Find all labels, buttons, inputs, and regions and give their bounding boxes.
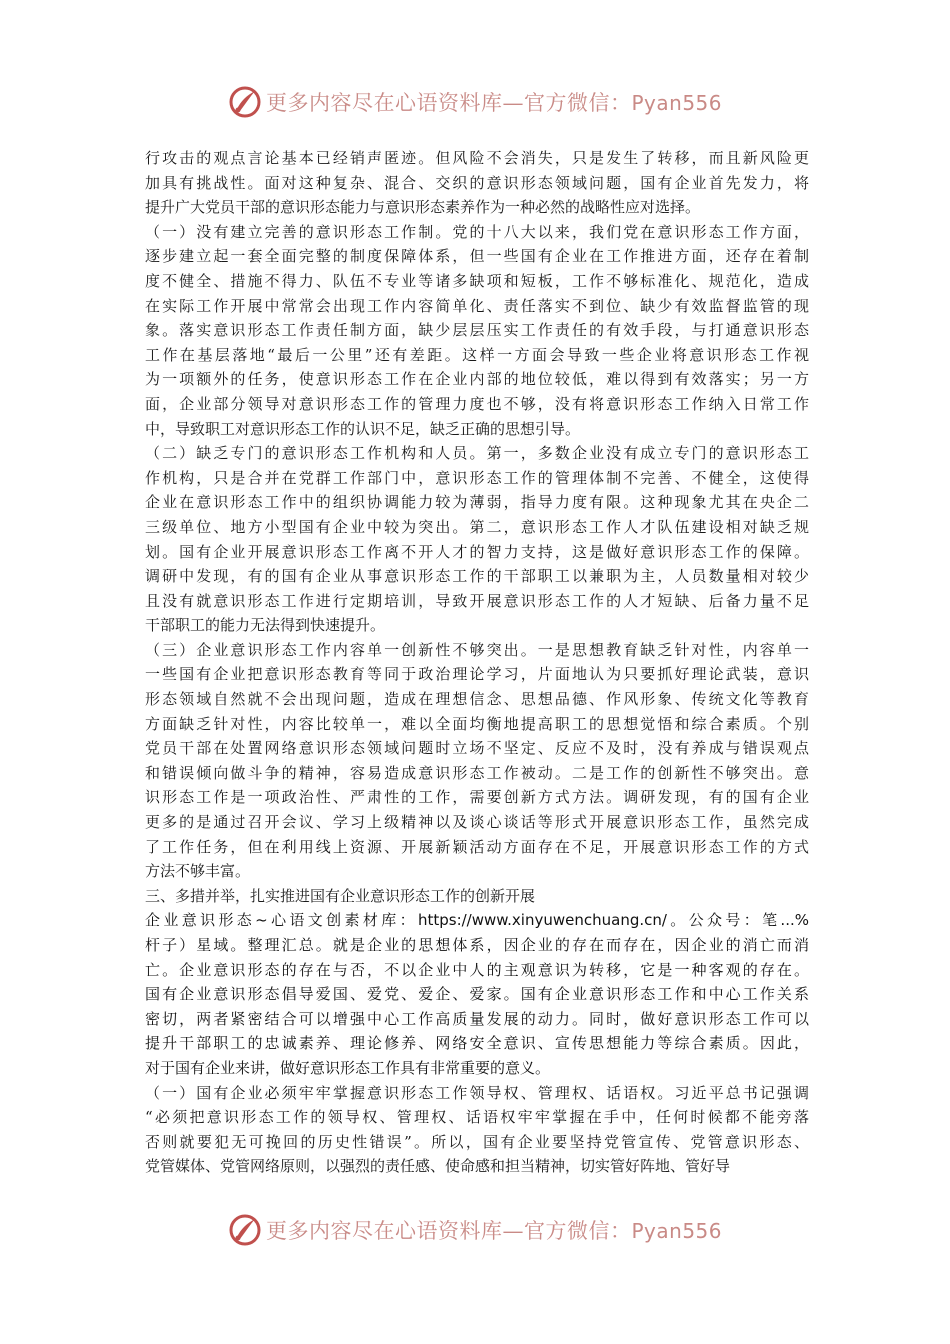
text-line: 行攻击的观点言论基本已经销声匿迹。但风险不会消失，只是发生了转移，而且新风险更 <box>145 149 809 167</box>
text-line: 否则就要犯无可挽回的历史性错误”。所以，国有企业要坚持党管宣传、党管意识形态、 <box>145 1132 809 1151</box>
text-line: 三、多措并举，扎实推进国有企业意识形态工作的创新开展 <box>145 886 536 905</box>
text-line: 一些国有企业把意识形态教育等同于政治理论学习，片面地认为只要抓好理论武装，意识 <box>145 665 809 684</box>
text-line: 作机构，只是合并在党群工作部门中，意识形态工作的管理体制不完善、不健全，这使得 <box>145 468 809 487</box>
banner-text <box>266 87 722 117</box>
text-line: 和错误倾向做斗争的精神，容易造成意识形态工作被动。二是工作的创新性不够突出。意 <box>145 763 809 782</box>
banner-text <box>266 1215 722 1245</box>
text-line: 企业意识形态~心语文创素材库：https://www.xinyuwenchuang.cn/。公众号：笔...% <box>145 911 809 930</box>
text-line: 为一项额外的任务，使意识形态工作在企业内部的地位较低，难以得到有效落实；另一方 <box>145 370 809 389</box>
paragraph <box>145 441 809 638</box>
text-line: 杆子）星域。整理汇总。就是企业的思想体系，因企业的存在而存在，因企业的消亡而消 <box>145 936 809 954</box>
banner-text-cn: 更多内容尽在心语资料库—官方微信： <box>265 1219 632 1243</box>
text-line: （一）国有企业必须牢牢掌握意识形态工作领导权、管理权、话语权。习近平总书记强调 <box>145 1083 809 1102</box>
paragraph <box>145 1081 809 1179</box>
text-line: 逐步建立起一套全面完整的制度保障体系，但一些国有企业在工作推进方面，还存在着制 <box>145 247 809 266</box>
footer-watermark-banner <box>0 1208 950 1252</box>
text-line: 划。国有企业开展意识形态工作离不开人才的智力支持，这是做好意识形态工作的保障。 <box>145 542 809 561</box>
banner-wechat-id: Pyan556 <box>631 91 722 115</box>
text-line: 在实际工作开展中常常会出现工作内容简单化、责任落实不到位、缺少有效监督监管的现 <box>145 296 809 315</box>
text-line: 提升干部职工的忠诚素养、理论修养、网络安全意识、宣传思想能力等综合素质。因此， <box>145 1034 809 1053</box>
banner-text-cn: 更多内容尽在心语资料库—官方微信： <box>265 91 632 115</box>
text-line: 提升广大党员干部的意识形态能力与意识形态素养作为一种必然的战略性应对选择。 <box>145 198 701 217</box>
text-line: （一）没有建立完善的意识形态工作制。党的十八大以来，我们党在意识形态工作方面， <box>145 222 809 241</box>
text-line: 三级单位、地方小型国有企业中较为突出。第二，意识形态工作人才队伍建设相对缺乏规 <box>145 517 809 536</box>
banner-wechat-id: Pyan556 <box>631 1219 722 1243</box>
text-line: 象。落实意识形态工作责任制方面，缺少层层压实工作责任的有效手段，与打通意识形态 <box>145 321 809 340</box>
text-line: 中，导致职工对意识形态工作的认识不足，缺乏正确的思想引导。 <box>145 419 581 438</box>
header-watermark-banner <box>0 80 950 124</box>
text-line: 对于国有企业来讲，做好意识形态工作具有非常重要的意义。 <box>145 1058 551 1077</box>
text-line: 工作在基层落地“最后一公里”还有差距。这样一方面会导致一些企业将意识形态工作视 <box>145 345 809 364</box>
text-line: 调研中发现，有的国有企业从事意识形态工作的干部职工以兼职为主，人员数量相对较少 <box>145 567 809 586</box>
paragraph <box>145 146 809 220</box>
paragraph <box>145 884 809 909</box>
text-line: （三）企业意识形态工作内容单一创新性不够突出。一是思想教育缺乏针对性，内容单一 <box>145 640 809 659</box>
text-line: 加具有挑战性。面对这种复杂、混合、交织的意识形态领域问题，国有企业首先发力，将 <box>145 173 809 192</box>
text-line: 亡。企业意识形态的存在与否，不以企业中人的主观意识为转移，它是一种客观的存在。 <box>145 960 809 979</box>
text-line: 国有企业意识形态倡导爱国、爱党、爱企、爱家。国有企业意识形态工作和中心工作关系 <box>145 985 809 1004</box>
text-line: 党管媒体、党管网络原则，以强烈的责任感、使命感和担当精神，切实管好阵地、管好导 <box>145 1157 731 1176</box>
text-line: 党员干部在处置网络意识形态领域问题时立场不坚定、反应不及时，没有养成与错误观点 <box>145 739 809 758</box>
text-line: 识形态工作是一项政治性、严肃性的工作，需要创新方式方法。调研发现，有的国有企业 <box>145 788 809 807</box>
brush-logo-icon <box>228 1213 262 1247</box>
text-line: 方法不够丰富。 <box>145 862 251 881</box>
text-line: 且没有就意识形态工作进行定期培训，导致开展意识形态工作的人才短缺、后备力量不足 <box>145 591 809 610</box>
text-line: 了工作任务，但在利用线上资源、开展新颖活动方面存在不足，开展意识形态工作的方式 <box>145 837 809 856</box>
text-line: “必须把意识形态工作的领导权、管理权、话语权牢牢掌握在手中，任何时候都不能旁落 <box>145 1108 809 1127</box>
text-line: 形态领域自然就不会出现问题，造成在理想信念、思想品德、作风形象、传统文化等教育 <box>145 690 809 709</box>
text-line: 密切，两者紧密结合可以增强中心工作高质量发展的动力。同时，做好意识形态工作可以 <box>145 1009 809 1028</box>
text-line: 面，企业部分领导对意识形态工作的管理力度也不够，没有将意识形态工作纳入日常工作 <box>145 394 809 413</box>
brush-logo-icon <box>228 85 262 119</box>
text-line: 度不健全、措施不得力、队伍不专业等诸多缺项和短板，工作不够标准化、规范化，造成 <box>145 271 809 290</box>
paragraph <box>145 908 809 1080</box>
paragraph <box>145 638 809 884</box>
text-line: 干部职工的能力无法得到快速提升。 <box>145 616 386 635</box>
paragraph <box>145 220 809 441</box>
text-line: 企业在意识形态工作中的组织协调能力较为薄弱，指导力度有限。这种现象尤其在央企二 <box>145 493 809 512</box>
document-body <box>145 146 809 1179</box>
text-line: （二）缺乏专门的意识形态工作机构和人员。第一，多数企业没有成立专门的意识形态工 <box>145 444 809 463</box>
text-line: 方面缺乏针对性，内容比较单一，难以全面均衡地提高职工的思想觉悟和综合素质。个别 <box>145 714 809 733</box>
text-line: 更多的是通过召开会议、学习上级精神以及谈心谈话等形式开展意识形态工作，虽然完成 <box>145 813 809 832</box>
